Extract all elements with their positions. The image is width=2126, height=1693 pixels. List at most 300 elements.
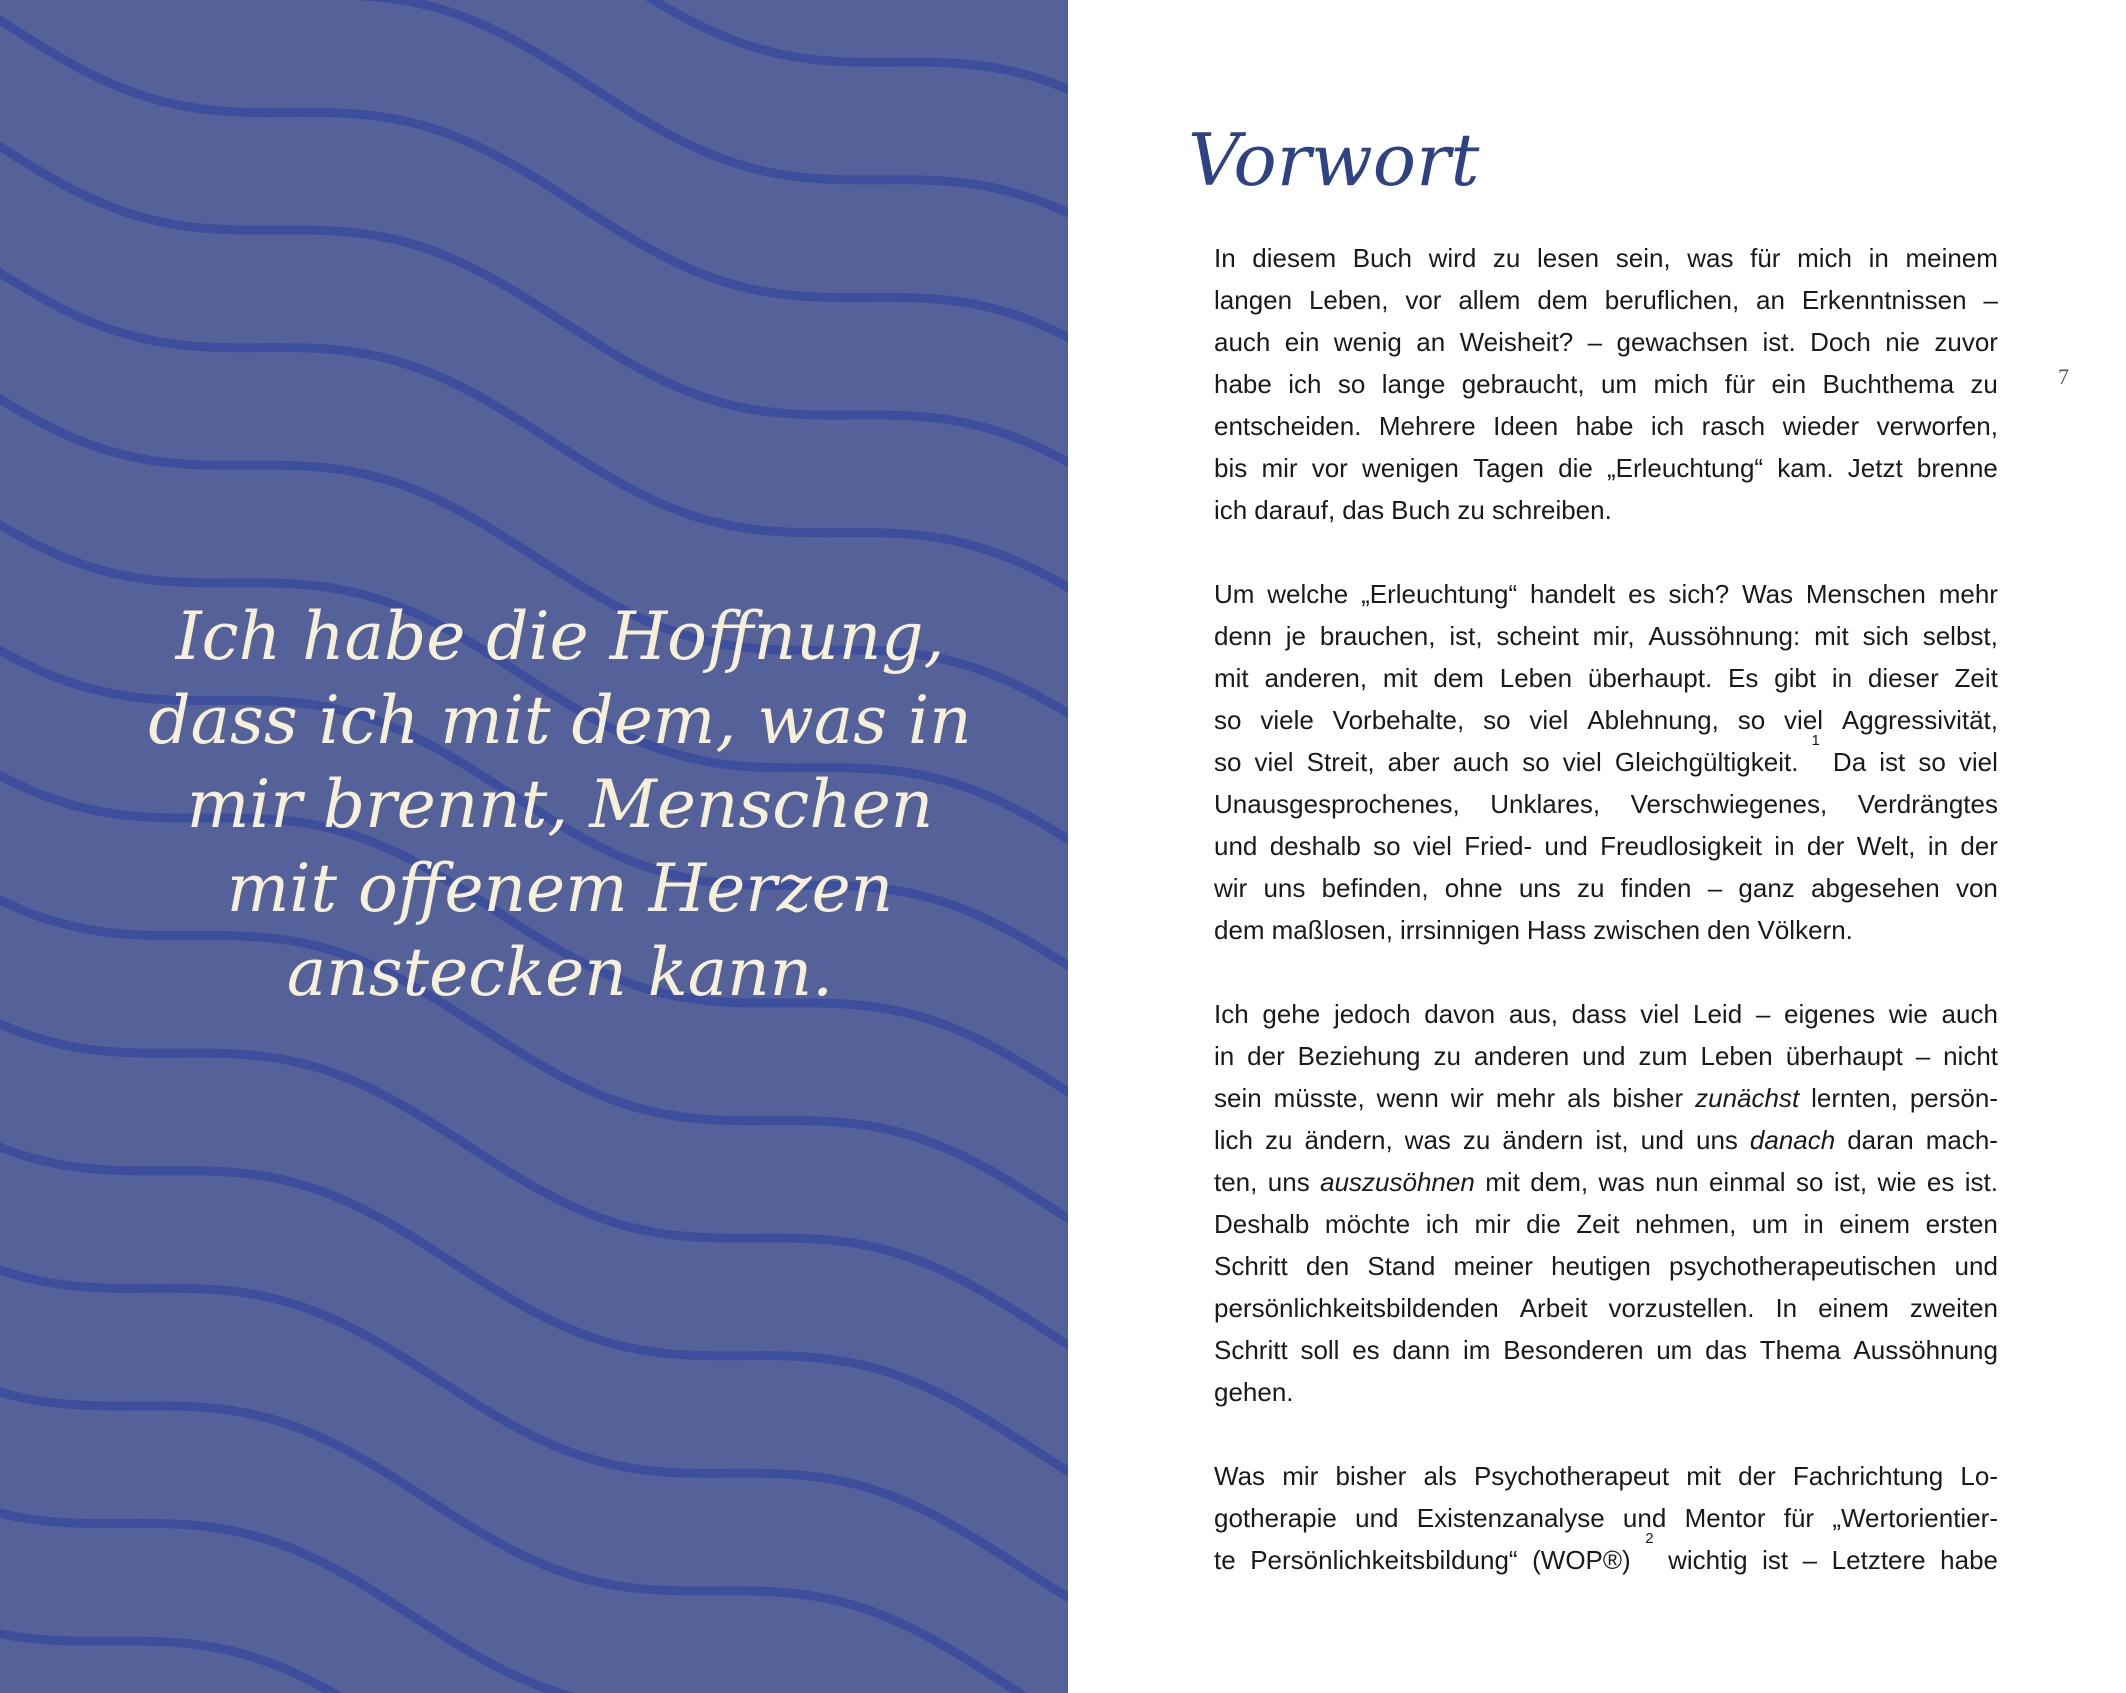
word: brenne bbox=[1916, 453, 1998, 483]
word: so bbox=[1737, 705, 1766, 735]
word: davon bbox=[1424, 999, 1496, 1029]
word: nehmen, bbox=[1635, 1209, 1737, 1239]
word: Letztere bbox=[1831, 1545, 1926, 1575]
word: vorzustellen. bbox=[1608, 1293, 1755, 1323]
text-line bbox=[1214, 1497, 1998, 1539]
word: müsste, bbox=[1273, 1083, 1365, 1113]
word: ist bbox=[1879, 747, 1906, 777]
word: rasch bbox=[1701, 411, 1766, 441]
word: ändern, bbox=[1304, 1125, 1393, 1155]
word: irrsinnigen bbox=[1399, 915, 1520, 945]
word: Um bbox=[1214, 579, 1255, 609]
word: Erkenntnissen bbox=[1801, 285, 1967, 315]
word: zu bbox=[1492, 243, 1521, 273]
paragraph-1 bbox=[1214, 237, 1998, 531]
word: Völkern. bbox=[1757, 915, 1853, 945]
word: es bbox=[1352, 1335, 1380, 1365]
word: dem bbox=[1214, 915, 1265, 945]
word: Zeit bbox=[1576, 1209, 1620, 1239]
word: vor bbox=[1405, 285, 1442, 315]
wave-line bbox=[0, 1508, 1068, 1693]
text-line bbox=[1214, 732, 1998, 783]
word: ich bbox=[1214, 495, 1248, 525]
word: zweiten bbox=[1909, 1293, 1998, 1323]
word: Leben bbox=[1499, 663, 1573, 693]
quote-line: mit offenem Herzen bbox=[226, 850, 894, 927]
word: den bbox=[1707, 915, 1751, 945]
text-line bbox=[1214, 237, 1998, 279]
word: ist, bbox=[1595, 1125, 1629, 1155]
word: an bbox=[1416, 327, 1446, 357]
word: viele bbox=[1260, 705, 1314, 735]
word: ganz bbox=[1738, 873, 1795, 903]
word: ein bbox=[1771, 369, 1807, 399]
word: wenigen bbox=[1362, 453, 1459, 483]
word: Jetzt bbox=[1847, 453, 1903, 483]
word: Gleichgültigkeit. bbox=[1614, 747, 1799, 777]
word: der bbox=[1738, 1461, 1776, 1491]
emphasis: danach bbox=[1749, 1125, 1836, 1155]
word: als bbox=[1423, 1461, 1457, 1491]
word: Besonderen bbox=[1503, 1335, 1644, 1365]
word: gehe bbox=[1262, 999, 1321, 1029]
word: ist bbox=[1762, 1545, 1789, 1575]
text-line bbox=[1214, 1329, 1998, 1371]
word: Hass bbox=[1526, 915, 1587, 945]
word: Was bbox=[1214, 1461, 1266, 1491]
text-line bbox=[1214, 1371, 1998, 1413]
word: mir bbox=[1474, 1209, 1511, 1239]
word: Deshalb bbox=[1214, 1209, 1310, 1239]
body-text bbox=[1214, 237, 1998, 1623]
word: mit bbox=[1814, 621, 1849, 651]
word: persönlichkeitsbildenden bbox=[1214, 1293, 1499, 1323]
word: soll bbox=[1300, 1335, 1340, 1365]
word: ein bbox=[1284, 327, 1320, 357]
word: das bbox=[1705, 1335, 1747, 1365]
word: in bbox=[1831, 663, 1853, 693]
word: denn bbox=[1214, 621, 1272, 651]
word: Psychotherapeut bbox=[1473, 1461, 1670, 1491]
word: auch bbox=[1941, 999, 1998, 1029]
word: was bbox=[1598, 1167, 1645, 1197]
word: uns bbox=[1518, 873, 1561, 903]
word: befinden, bbox=[1321, 873, 1429, 903]
word: und bbox=[1355, 1503, 1399, 1533]
word: lange bbox=[1381, 369, 1446, 399]
paragraph-4 bbox=[1214, 1455, 1998, 1581]
word: mehr bbox=[1938, 579, 1998, 609]
word: ist. bbox=[1762, 327, 1796, 357]
quote-line: dass ich mit dem, was in bbox=[148, 682, 972, 759]
word: so bbox=[1214, 705, 1242, 735]
word: so bbox=[1918, 747, 1946, 777]
word: ersten bbox=[1925, 1209, 1998, 1239]
word: uns bbox=[1263, 873, 1306, 903]
text-line bbox=[1214, 825, 1998, 867]
text-line bbox=[1214, 1287, 1998, 1329]
word: mit bbox=[1686, 1461, 1721, 1491]
word: mit bbox=[1485, 1167, 1520, 1197]
word: als bbox=[1567, 1083, 1601, 1113]
word: je bbox=[1285, 621, 1306, 651]
word: mach- bbox=[1925, 1125, 1998, 1155]
word: mir bbox=[1261, 453, 1298, 483]
word: Persönlichkeitsbildung“ bbox=[1250, 1545, 1518, 1575]
word: uns bbox=[1267, 1167, 1310, 1197]
footnote-marker: 2 bbox=[1645, 1530, 1654, 1547]
word: mich bbox=[1797, 243, 1852, 273]
text-line bbox=[1214, 783, 1998, 825]
word: was bbox=[1404, 1125, 1451, 1155]
word: von bbox=[1955, 873, 1998, 903]
word: ich bbox=[1650, 411, 1685, 441]
word: Da bbox=[1832, 747, 1867, 777]
word: viel bbox=[1640, 999, 1680, 1029]
word: In bbox=[1775, 1293, 1798, 1323]
word: „Erleuchtung“ bbox=[1607, 453, 1764, 483]
word: psychotherapeutischen bbox=[1668, 1251, 1937, 1281]
word: und bbox=[1954, 1251, 1998, 1281]
word: ich bbox=[1288, 369, 1322, 399]
chapter-title: Vorwort bbox=[1188, 118, 1480, 202]
word: wie bbox=[1877, 1167, 1917, 1197]
word: sein, bbox=[1615, 243, 1671, 273]
word: der bbox=[1960, 831, 1998, 861]
word: auch bbox=[1452, 747, 1510, 777]
word: bisher bbox=[1612, 1083, 1684, 1113]
word: jedoch bbox=[1333, 999, 1411, 1029]
word: gewachsen bbox=[1616, 327, 1749, 357]
word: – bbox=[1915, 1041, 1931, 1071]
word: zu bbox=[1970, 369, 1998, 399]
word: Welt, bbox=[1856, 831, 1916, 861]
text-line bbox=[1214, 909, 1998, 951]
word: meiner bbox=[1453, 1251, 1533, 1281]
word: und bbox=[1622, 1503, 1667, 1533]
word: „Wertorientier- bbox=[1832, 1503, 1998, 1533]
word: in bbox=[1774, 831, 1795, 861]
quote-line: anstecken kann. bbox=[286, 934, 834, 1011]
word: zu bbox=[1462, 1125, 1491, 1155]
word: im bbox=[1463, 1335, 1491, 1365]
word: Buchthema bbox=[1822, 369, 1955, 399]
word: aber bbox=[1387, 747, 1440, 777]
word: mir bbox=[1282, 1461, 1319, 1491]
word: – bbox=[1587, 327, 1603, 357]
word: bisher bbox=[1335, 1461, 1407, 1491]
footnote-marker: 1 bbox=[1811, 732, 1820, 749]
word: Stand bbox=[1367, 1251, 1436, 1281]
word: mich bbox=[1653, 369, 1709, 399]
word: Leid bbox=[1693, 999, 1743, 1029]
word: entscheiden. bbox=[1214, 411, 1362, 441]
word: lich bbox=[1214, 1125, 1254, 1155]
word: welche bbox=[1267, 579, 1349, 609]
word: den bbox=[1305, 1251, 1350, 1281]
word: um bbox=[1751, 1209, 1788, 1239]
word: und bbox=[1582, 1041, 1626, 1071]
quote-line: mir brennt, Menschen bbox=[186, 766, 934, 843]
word: te bbox=[1214, 1545, 1236, 1575]
word: in bbox=[1803, 1209, 1824, 1239]
word: so bbox=[1214, 747, 1242, 777]
word: Mehrere bbox=[1378, 411, 1476, 441]
word: möchte bbox=[1324, 1209, 1411, 1239]
word: wie bbox=[1888, 999, 1928, 1029]
paragraph-3 bbox=[1214, 993, 1998, 1413]
paragraph-2 bbox=[1214, 573, 1998, 951]
word: Ablehnung, bbox=[1587, 705, 1719, 735]
word: ist. bbox=[1964, 1167, 1998, 1197]
word: Aggressivität, bbox=[1841, 705, 1998, 735]
word: die bbox=[1558, 453, 1593, 483]
word: nicht bbox=[1943, 1041, 1998, 1071]
word: – bbox=[1802, 1545, 1818, 1575]
word: gotherapie bbox=[1214, 1503, 1337, 1533]
word: die bbox=[1526, 1209, 1561, 1239]
word: zu bbox=[1576, 873, 1605, 903]
word: und bbox=[1214, 831, 1258, 861]
word: wenn bbox=[1376, 1083, 1439, 1113]
word: handelt bbox=[1529, 579, 1616, 609]
word: deshalb bbox=[1269, 831, 1361, 861]
word: so bbox=[1373, 831, 1401, 861]
word: wir bbox=[1450, 1083, 1484, 1113]
text-line bbox=[1214, 615, 1998, 657]
word: beruflichen, bbox=[1604, 285, 1740, 315]
pull-quote bbox=[95, 595, 1025, 1015]
word: viel bbox=[1412, 831, 1452, 861]
word: „Erleuchtung“ bbox=[1361, 579, 1518, 609]
text-line bbox=[1214, 1245, 1998, 1287]
word: viel bbox=[1784, 705, 1824, 735]
word: wir bbox=[1214, 873, 1248, 903]
word: einem bbox=[1818, 1293, 1889, 1323]
word: schreiben. bbox=[1491, 495, 1612, 525]
word: Was bbox=[1742, 579, 1794, 609]
word: überhaupt. bbox=[1587, 663, 1713, 693]
text-line bbox=[1214, 489, 1998, 531]
word: langen bbox=[1214, 285, 1293, 315]
word: anderen bbox=[1473, 1041, 1570, 1071]
text-line bbox=[1214, 1161, 1998, 1203]
word: und bbox=[1640, 1125, 1684, 1155]
word: so bbox=[1522, 747, 1550, 777]
word: zuvor bbox=[1934, 327, 1998, 357]
word: persön- bbox=[1909, 1083, 1998, 1113]
word: bis bbox=[1214, 453, 1248, 483]
word: darauf, bbox=[1254, 495, 1336, 525]
word: zu bbox=[1457, 495, 1485, 525]
word: Vorbehalte, bbox=[1332, 705, 1465, 735]
word: brauchen, bbox=[1319, 621, 1436, 651]
word: In bbox=[1214, 243, 1236, 273]
word: so bbox=[1337, 369, 1366, 399]
text-line bbox=[1214, 1035, 1998, 1077]
word: zu bbox=[1433, 1041, 1461, 1071]
word: verworfen, bbox=[1876, 411, 1998, 441]
text-line bbox=[1214, 363, 1998, 405]
word: maßlosen, bbox=[1271, 915, 1393, 945]
text-line bbox=[1214, 993, 1998, 1035]
text-line bbox=[1214, 1119, 1998, 1161]
word: dieser bbox=[1867, 663, 1939, 693]
word: der bbox=[1247, 1041, 1285, 1071]
word: dem bbox=[1537, 285, 1588, 315]
word: Doch bbox=[1810, 327, 1871, 357]
word: gebraucht, bbox=[1461, 369, 1585, 399]
text-line bbox=[1214, 1077, 1998, 1119]
word: viel bbox=[1958, 747, 1998, 777]
word: Buch bbox=[1352, 243, 1412, 273]
word: Schritt bbox=[1214, 1335, 1288, 1365]
word: finden bbox=[1620, 873, 1692, 903]
word: sein bbox=[1214, 1083, 1262, 1113]
wave-line bbox=[0, 1385, 1068, 1693]
word: Es bbox=[1728, 663, 1759, 693]
word: mehr bbox=[1495, 1083, 1556, 1113]
word: mir, bbox=[1592, 621, 1635, 651]
word: für bbox=[1783, 1503, 1815, 1533]
word: Existenzanalyse bbox=[1416, 1503, 1605, 1533]
word: ist, bbox=[1449, 621, 1483, 651]
word: zwischen bbox=[1593, 915, 1701, 945]
text-line bbox=[1214, 573, 1998, 615]
word: Mentor bbox=[1684, 1503, 1766, 1533]
word: ändern bbox=[1502, 1125, 1584, 1155]
word: Schritt bbox=[1214, 1251, 1288, 1281]
word: – bbox=[1983, 285, 1998, 315]
word: sich? bbox=[1668, 579, 1730, 609]
word: Aussöhnung: bbox=[1648, 621, 1801, 651]
word: zum bbox=[1638, 1041, 1688, 1071]
word: kam. bbox=[1777, 453, 1834, 483]
word: Lo- bbox=[1960, 1461, 1998, 1491]
text-line bbox=[1214, 321, 1998, 363]
right-page bbox=[1068, 0, 2126, 1693]
word: in bbox=[1927, 831, 1949, 861]
word: auch bbox=[1214, 327, 1271, 357]
word: Unklares, bbox=[1490, 789, 1601, 819]
quote-line: Ich habe die Hoffnung, bbox=[175, 598, 945, 675]
word: dem, bbox=[1530, 1167, 1589, 1197]
word: wieder bbox=[1782, 411, 1860, 441]
word: in bbox=[1214, 1041, 1235, 1071]
word: allem bbox=[1458, 285, 1521, 315]
wave-line bbox=[0, 260, 1068, 597]
word: sich bbox=[1862, 621, 1909, 651]
word: – bbox=[1707, 873, 1723, 903]
word: Verschwiegenes, bbox=[1630, 789, 1828, 819]
word: ist, bbox=[1833, 1167, 1868, 1197]
page-number: 7 bbox=[2058, 364, 2069, 389]
word: selbst, bbox=[1922, 621, 1998, 651]
word: ich bbox=[1425, 1209, 1459, 1239]
word: anderen, bbox=[1264, 663, 1368, 693]
word: Beziehung bbox=[1297, 1041, 1421, 1071]
word: heutigen bbox=[1551, 1251, 1651, 1281]
word: Ideen bbox=[1493, 411, 1559, 441]
emphasis: zunächst bbox=[1695, 1083, 1800, 1113]
word: Aussöhnung bbox=[1853, 1335, 1998, 1365]
word: wichtig bbox=[1668, 1545, 1748, 1575]
word: und bbox=[1544, 831, 1588, 861]
text-line bbox=[1214, 447, 1998, 489]
word: Thema bbox=[1759, 1335, 1841, 1365]
word: mit bbox=[1214, 663, 1249, 693]
text-line bbox=[1214, 867, 1998, 909]
word: ohne bbox=[1444, 873, 1503, 903]
word: der bbox=[1806, 831, 1845, 861]
word: wird bbox=[1428, 243, 1477, 273]
word: habe bbox=[1940, 1545, 1998, 1575]
word: so bbox=[1483, 705, 1511, 735]
word: nie bbox=[1885, 327, 1920, 357]
word: – bbox=[1755, 999, 1771, 1029]
word: um bbox=[1600, 369, 1638, 399]
word: das bbox=[1342, 495, 1385, 525]
word: lesen bbox=[1536, 243, 1600, 273]
word: zu bbox=[1265, 1125, 1293, 1155]
word: es bbox=[1926, 1167, 1955, 1197]
word: Streit, bbox=[1306, 747, 1375, 777]
text-line bbox=[1214, 405, 1998, 447]
word: eigenes bbox=[1784, 999, 1876, 1029]
word: für bbox=[1750, 243, 1781, 273]
word: gibt bbox=[1774, 663, 1817, 693]
word: Unausgesprochenes, bbox=[1214, 789, 1460, 819]
word: Leben bbox=[1700, 1041, 1773, 1071]
word: Leben, bbox=[1308, 285, 1389, 315]
word: Buch bbox=[1391, 495, 1451, 525]
word: Arbeit bbox=[1519, 1293, 1588, 1323]
wave-line bbox=[0, 0, 1068, 221]
word: so bbox=[1795, 1167, 1824, 1197]
word: gehen. bbox=[1214, 1377, 1294, 1407]
word: es bbox=[1628, 579, 1656, 609]
word: Fried- bbox=[1464, 831, 1533, 861]
word: mit bbox=[1382, 663, 1418, 693]
word: dass bbox=[1571, 999, 1627, 1029]
word: ten, bbox=[1214, 1167, 1258, 1197]
word: abgesehen bbox=[1811, 873, 1940, 903]
word: scheint bbox=[1496, 621, 1579, 651]
word: für bbox=[1724, 369, 1756, 399]
emphasis: auszusöhnen bbox=[1320, 1167, 1475, 1197]
word: viel bbox=[1562, 747, 1602, 777]
word: diesem bbox=[1252, 243, 1337, 273]
word: daran bbox=[1847, 1125, 1914, 1155]
word: lernten, bbox=[1811, 1083, 1898, 1113]
word: viel bbox=[1254, 747, 1294, 777]
word: (WOP®) bbox=[1532, 1545, 1631, 1575]
text-line bbox=[1214, 1203, 1998, 1245]
word: Menschen bbox=[1805, 579, 1926, 609]
word: einem bbox=[1839, 1209, 1911, 1239]
word: viel bbox=[1529, 705, 1569, 735]
word: einmal bbox=[1708, 1167, 1786, 1197]
word: Verdrängtes bbox=[1857, 789, 1998, 819]
word: Fachrichtung bbox=[1792, 1461, 1944, 1491]
text-line bbox=[1214, 279, 1998, 321]
word: habe bbox=[1214, 369, 1272, 399]
word: überhaupt bbox=[1785, 1041, 1903, 1071]
word: habe bbox=[1575, 411, 1634, 441]
text-line bbox=[1214, 699, 1998, 741]
word: Zeit bbox=[1954, 663, 1998, 693]
word: wenig bbox=[1333, 327, 1402, 357]
